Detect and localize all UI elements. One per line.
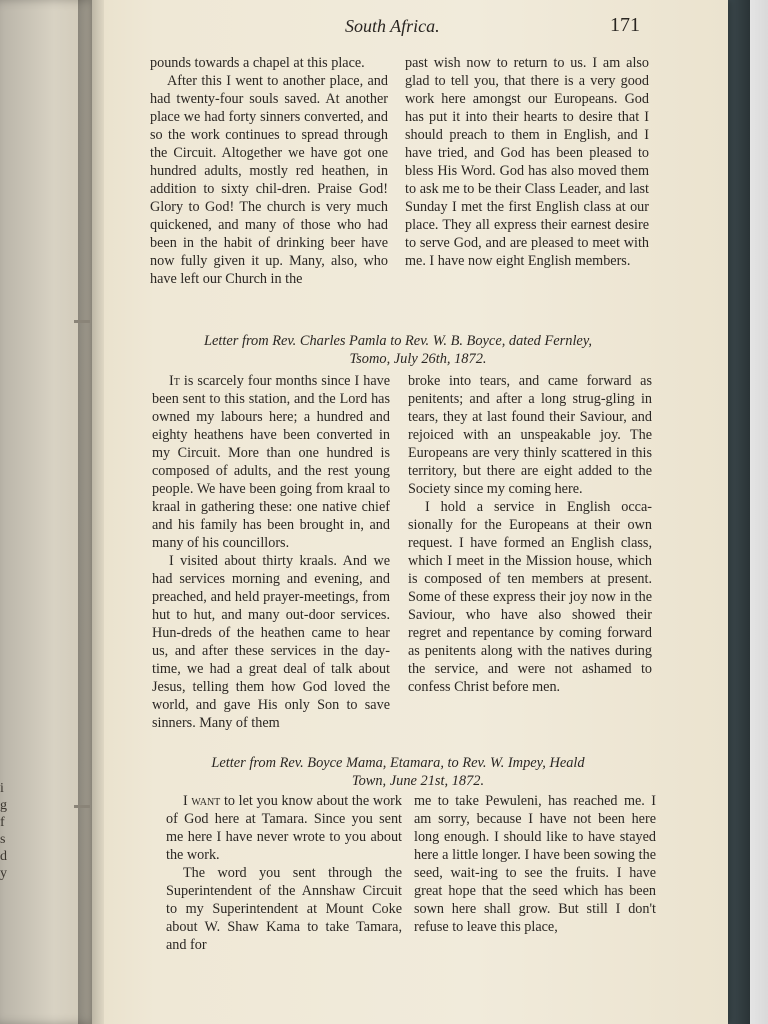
running-head bbox=[140, 12, 640, 40]
fragment-letter: g bbox=[0, 798, 7, 813]
fragment-letter: s bbox=[0, 832, 6, 847]
fragment-letter: y bbox=[0, 866, 7, 881]
paragraph: pounds towards a chapel at this place. bbox=[150, 55, 365, 71]
section1-left-column bbox=[150, 54, 388, 288]
letter2-left-column bbox=[166, 792, 402, 954]
facing-page-fragments bbox=[0, 780, 14, 882]
paragraph: After this I went to another place, and had twenty-four souls saved. At another place we had forty sinners converted, and so the work continues to spread through the Circuit. Altogether we have got one hundred adults, mostly red heathen, in addition to sixty chil-dren. Praise God! Glory to God! The church is very much quickened, and many of those who had been in the habit of drinking beer have now fully given it up. Many, also, who have left our Church in the bbox=[150, 73, 388, 287]
letter-heading-pamla bbox=[138, 332, 658, 368]
paragraph: broke into tears, and came forward as penitents; and after a long strug-gling in tears, they at last found their Saviour, and rejoiced with an unspeakable joy. The Europeans are very thinly scattered in this territory, but there are eight added to the Society since my coming here. bbox=[408, 373, 652, 497]
paragraph: The word you sent through the Superintendent of the Annshaw Circuit to my Superintendent at Mount Coke about W. Shaw Kama to take Tamara, and for bbox=[166, 865, 402, 953]
letter-heading-mama bbox=[138, 754, 658, 790]
dropword: I want bbox=[183, 793, 221, 809]
binding-stitch bbox=[74, 805, 90, 808]
letter-heading-line: Letter from Rev. Boyce Mama, Etamara, to Rev. W. Impey, Heald bbox=[211, 755, 585, 771]
page-gutter-shadow bbox=[78, 0, 104, 1024]
letter2-right-column bbox=[414, 792, 656, 936]
letter-heading-line: Town, June 21st, 1872. bbox=[351, 773, 485, 789]
letter-heading-line: Tsomo, July 26th, 1872. bbox=[349, 351, 487, 367]
paragraph: past wish now to return to us. I am also glad to tell you, that there is a very good work here amongst our Europeans. God has put it into their hearts to desire that I should preach to them in English, and I have tried, and God has been pleased to bless His Word. God has also moved them to ask me to be their Class Leader, and last Sunday I met the first English class at our place. They all express their earnest desire to serve God, and are pleased to meet with me. I have now eight English members. bbox=[405, 55, 649, 269]
fragment-letter: d bbox=[0, 849, 7, 864]
paragraph: me to take Pewuleni, has reached me. I am sorry, because I have not been here long enough. I should like to have stayed here a little longer. I have been sowing the seed, wait-ing to see the fruits. I have great hope that the seed which has been sown here shall grow. But still I don't refuse to leave this place, bbox=[414, 793, 656, 935]
letter1-left-column bbox=[152, 372, 390, 732]
binding-stitch bbox=[74, 320, 90, 323]
running-title: South Africa. bbox=[345, 16, 440, 36]
fragment-letter: i bbox=[0, 781, 4, 796]
paragraph: I hold a service in English occa-sionally for the Europeans at their own request. I have formed an English class, which I meet in the Mission house, which is composed of ten members at present. Some of these express their joy now in the Saviour, who have also showed their regret and repentance by coming forward as penitents along with the natives during the service, and were not ashamed to confess Christ before men. bbox=[408, 499, 652, 695]
paragraph-text: is scarcely four months since I have been sent to this station, and the Lord has owned my labours here; a hundred and eighty heathens have been converted in my Circuit. More than one hundred is composed of adults, and the rest young people. We have been going from kraal to kraal in gathering these: one native chief and his family has been brought in, and many of his councillors. bbox=[152, 373, 391, 551]
paragraph-text: to let you know about the work of God here at Tamara. Since you sent me here I have never wrote to you about the work. bbox=[166, 793, 402, 863]
fragment-letter: f bbox=[0, 815, 5, 830]
book-cover-edge bbox=[728, 0, 750, 1024]
page-number: 171 bbox=[610, 14, 640, 36]
letter-heading-line: Letter from Rev. Charles Pamla to Rev. W. B. Boyce, dated Fernley, bbox=[203, 333, 593, 349]
dropword: It bbox=[169, 373, 180, 389]
section1-right-column bbox=[405, 54, 649, 270]
letter1-right-column bbox=[408, 372, 652, 696]
paragraph: I visited about thirty kraals. And we had services morning and evening, and preached, and held prayer-meetings, from hut to hut, and many out-door services. Hun-dreds of the heathen came to hear us, and after these services in the day-time, we had a great deal of talk about Jesus, telling them how God loved the world, and gave His only Son to save sinners. Many of them bbox=[152, 553, 390, 731]
